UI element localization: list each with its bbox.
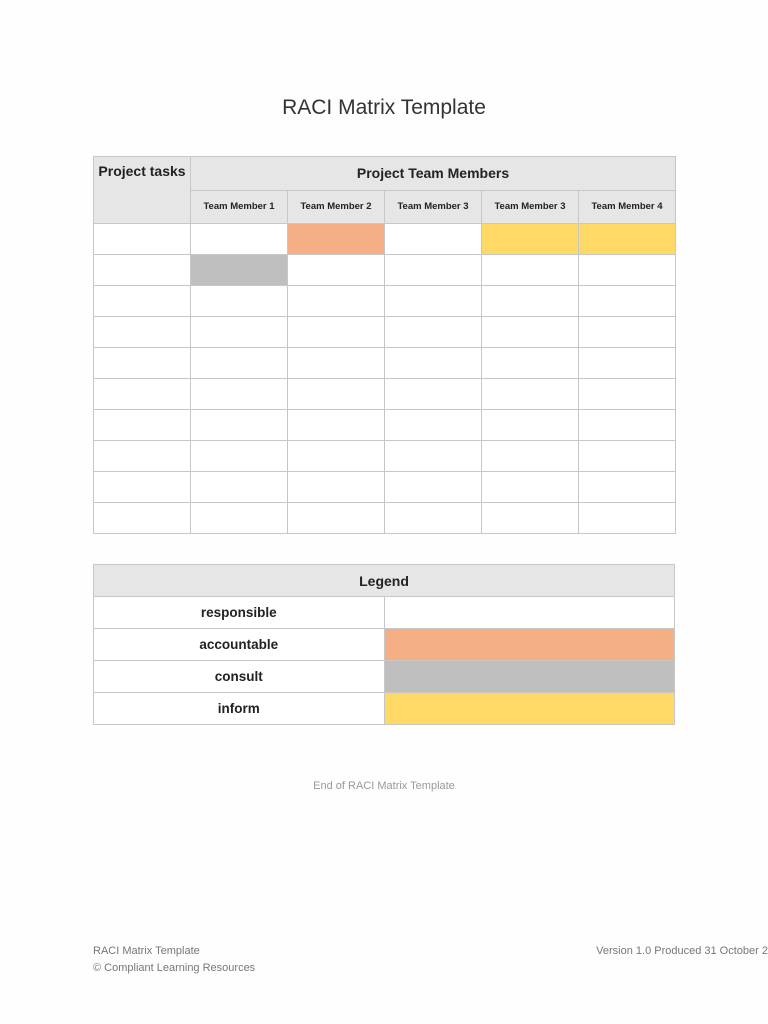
assignment-cell[interactable]: [288, 410, 385, 441]
assignment-cell[interactable]: [191, 472, 288, 503]
assignment-cell[interactable]: [191, 441, 288, 472]
end-note: End of RACI Matrix Template: [313, 780, 455, 792]
assignment-cell[interactable]: [191, 317, 288, 348]
assignment-cell[interactable]: [482, 224, 579, 255]
assignment-cell[interactable]: [482, 255, 579, 286]
assignment-cell[interactable]: [385, 503, 482, 534]
assignment-cell[interactable]: [385, 348, 482, 379]
matrix-row: [94, 317, 676, 348]
matrix-row: [94, 224, 676, 255]
member-header-2: Team Member 2: [288, 190, 385, 224]
matrix-row: [94, 348, 676, 379]
assignment-cell[interactable]: [191, 255, 288, 286]
assignment-cell[interactable]: [579, 348, 676, 379]
task-cell[interactable]: [94, 348, 191, 379]
matrix-row: [94, 379, 676, 410]
assignment-cell[interactable]: [579, 410, 676, 441]
legend-table: [93, 564, 675, 725]
assignment-cell[interactable]: [579, 472, 676, 503]
assignment-cell[interactable]: [482, 503, 579, 534]
footer-doc-title: RACI Matrix Template: [93, 945, 200, 957]
assignment-cell[interactable]: [579, 441, 676, 472]
task-cell[interactable]: [94, 379, 191, 410]
task-cell[interactable]: [94, 286, 191, 317]
task-cell[interactable]: [94, 224, 191, 255]
matrix-row: [94, 472, 676, 503]
assignment-cell[interactable]: [288, 224, 385, 255]
legend-label: inform: [94, 693, 385, 725]
assignment-cell[interactable]: [288, 348, 385, 379]
assignment-cell[interactable]: [482, 317, 579, 348]
matrix-row: [94, 286, 676, 317]
assignment-cell[interactable]: [482, 472, 579, 503]
footer-copyright: © Compliant Learning Resources: [93, 962, 256, 974]
assignment-cell[interactable]: [288, 379, 385, 410]
assignment-cell[interactable]: [579, 379, 676, 410]
document-title: RACI Matrix Template: [282, 96, 486, 119]
task-cell[interactable]: [94, 441, 191, 472]
legend-row: [94, 597, 675, 629]
assignment-cell[interactable]: [385, 317, 482, 348]
legend-swatch: [384, 597, 675, 629]
member-header-1: Team Member 1: [191, 190, 288, 224]
member-header-5: Team Member 4: [579, 190, 676, 224]
assignment-cell[interactable]: [482, 286, 579, 317]
assignment-cell[interactable]: [288, 317, 385, 348]
assignment-cell[interactable]: [385, 441, 482, 472]
legend-body: [94, 597, 675, 725]
task-cell[interactable]: [94, 255, 191, 286]
assignment-cell[interactable]: [191, 224, 288, 255]
assignment-cell[interactable]: [482, 379, 579, 410]
assignment-cell[interactable]: [191, 379, 288, 410]
assignment-cell[interactable]: [579, 503, 676, 534]
legend-row: [94, 629, 675, 661]
raci-matrix-table: [93, 156, 676, 534]
assignment-cell[interactable]: [385, 224, 482, 255]
assignment-cell[interactable]: [288, 286, 385, 317]
assignment-cell[interactable]: [482, 348, 579, 379]
task-cell[interactable]: [94, 410, 191, 441]
assignment-cell[interactable]: [579, 255, 676, 286]
assignment-cell[interactable]: [385, 286, 482, 317]
member-header-4: Team Member 3: [482, 190, 579, 224]
member-header-3: Team Member 3: [385, 190, 482, 224]
matrix-row: [94, 441, 676, 472]
task-cell[interactable]: [94, 472, 191, 503]
assignment-cell[interactable]: [288, 472, 385, 503]
assignment-cell[interactable]: [385, 255, 482, 286]
legend-header: Legend: [94, 565, 675, 597]
raci-matrix-body: [94, 224, 676, 534]
assignment-cell[interactable]: [482, 410, 579, 441]
assignment-cell[interactable]: [579, 317, 676, 348]
footer-version: Version 1.0 Produced 31 October 2: [596, 945, 768, 957]
assignment-cell[interactable]: [288, 441, 385, 472]
project-team-members-header: Project Team Members: [191, 157, 676, 191]
project-tasks-header: Project tasks: [94, 157, 191, 224]
legend-swatch: [384, 693, 675, 725]
legend-row: [94, 661, 675, 693]
assignment-cell[interactable]: [191, 286, 288, 317]
assignment-cell[interactable]: [385, 472, 482, 503]
assignment-cell[interactable]: [191, 503, 288, 534]
matrix-row: [94, 410, 676, 441]
task-cell[interactable]: [94, 317, 191, 348]
assignment-cell[interactable]: [288, 503, 385, 534]
legend-swatch: [384, 629, 675, 661]
legend-swatch: [384, 661, 675, 693]
legend-label: consult: [94, 661, 385, 693]
assignment-cell[interactable]: [288, 255, 385, 286]
assignment-cell[interactable]: [579, 224, 676, 255]
assignment-cell[interactable]: [579, 286, 676, 317]
assignment-cell[interactable]: [191, 348, 288, 379]
legend-label: responsible: [94, 597, 385, 629]
matrix-row: [94, 255, 676, 286]
assignment-cell[interactable]: [385, 379, 482, 410]
legend-label: accountable: [94, 629, 385, 661]
task-cell[interactable]: [94, 503, 191, 534]
assignment-cell[interactable]: [191, 410, 288, 441]
assignment-cell[interactable]: [385, 410, 482, 441]
matrix-row: [94, 503, 676, 534]
assignment-cell[interactable]: [482, 441, 579, 472]
legend-row: [94, 693, 675, 725]
